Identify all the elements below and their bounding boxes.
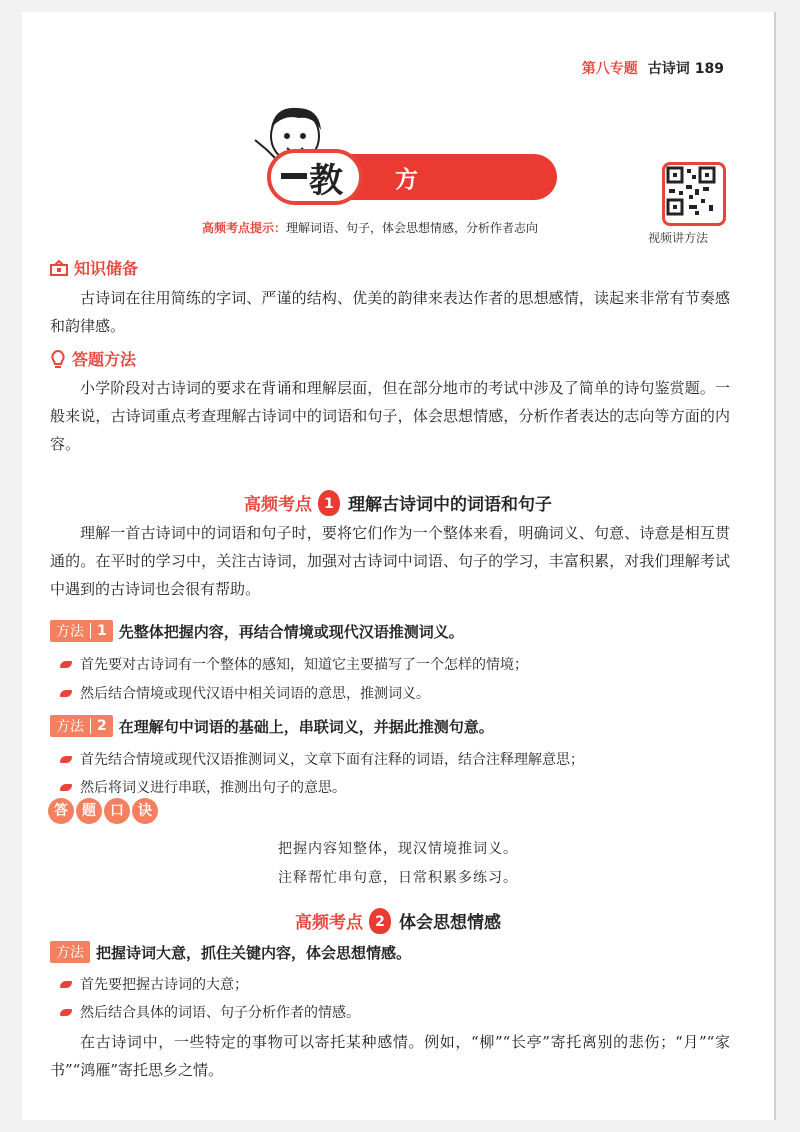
key-point-2-title: 体会思想情感 bbox=[399, 913, 501, 933]
method-2-num: 2 bbox=[90, 718, 107, 734]
qr-code-pattern bbox=[665, 165, 717, 217]
method-1-bullet bbox=[60, 654, 528, 674]
bullet-leaf-icon bbox=[60, 1009, 72, 1016]
method-2 bbox=[50, 715, 494, 737]
page bbox=[22, 12, 776, 1120]
knowledge-paragraph: 古诗词在往用简练的字词、严谨的结构、优美的韵律来表达作者的思想感情，读起来非常有节奏感和韵律感。 bbox=[50, 289, 730, 335]
method-1-tag bbox=[50, 620, 113, 642]
bullet-text: 然后结合具体的词语、句子分析作者的情感。 bbox=[80, 1005, 360, 1021]
method-kp2-bullet bbox=[60, 974, 248, 994]
lightbulb-icon bbox=[50, 350, 66, 368]
tips-label: 高频考点提示： bbox=[202, 221, 287, 235]
page-number: 189 bbox=[694, 61, 724, 77]
method-1-tag-label: 方法 bbox=[56, 624, 84, 640]
bullet-text: 首先要对古诗词有一个整体的感知，知道它主要描写了一个怎样的情境； bbox=[80, 657, 528, 673]
bullet-leaf-icon bbox=[60, 784, 72, 791]
chapter-label: 第八专题 bbox=[581, 61, 638, 77]
method-2-bullet bbox=[60, 749, 584, 769]
method-1-num: 1 bbox=[90, 623, 107, 639]
key-point-2-heading bbox=[22, 908, 774, 936]
oral-line-1: 把握内容知整体，现汉情境推词义。 bbox=[278, 841, 518, 857]
answer-method-heading-text: 答题方法 bbox=[72, 350, 137, 369]
banner-prefix: 教 bbox=[309, 161, 345, 201]
key-point-1-number: 1 bbox=[318, 490, 340, 516]
method-1-bullet bbox=[60, 683, 430, 703]
bullet-leaf-icon bbox=[60, 661, 72, 668]
oral-char: 答 bbox=[48, 798, 74, 824]
bullet-text: 然后将词义进行串联，推测出句子的意思。 bbox=[80, 780, 346, 796]
method-2-tag-label: 方法 bbox=[56, 719, 84, 735]
oral-char: 题 bbox=[76, 798, 102, 824]
method-1-text: 先整体把握内容，再结合情境或现代汉语推测词义。 bbox=[118, 622, 464, 641]
banner-dash bbox=[281, 173, 307, 179]
qr-caption: 视频讲方法 bbox=[648, 231, 709, 245]
qr-code[interactable] bbox=[662, 162, 726, 226]
tips-text: 理解词语、句子，体会思想情感，分析作者志向 bbox=[286, 221, 539, 235]
oral-char: 诀 bbox=[132, 798, 158, 824]
bullet-leaf-icon bbox=[60, 756, 72, 763]
method-kp2 bbox=[50, 941, 411, 963]
bullet-text: 首先要把握古诗词的大意； bbox=[80, 977, 248, 993]
method-kp2-tag: 方法 bbox=[50, 941, 90, 963]
method-2-text: 在理解句中词语的基础上，串联词义，并据此推测句意。 bbox=[118, 717, 494, 736]
frequent-tips bbox=[202, 219, 538, 236]
method-kp2-text: 把握诗词大意，抓住关键内容，体会思想情感。 bbox=[96, 943, 412, 962]
bullet-leaf-icon bbox=[60, 690, 72, 697]
banner-title: 方法点拨 bbox=[395, 167, 421, 292]
oral-line-2: 注释帮忙串句意，日常积累多练习。 bbox=[278, 870, 518, 886]
answer-method-heading bbox=[50, 347, 136, 370]
bullet-text: 首先结合情境或现代汉语推测词义，文章下面有注释的词语，结合注释理解意思； bbox=[80, 752, 584, 768]
method-kp2-bullet bbox=[60, 1002, 360, 1022]
key-point-1-title: 理解古诗词中的词语和句子 bbox=[348, 495, 552, 515]
key-point-1-label: 高频考点 bbox=[244, 495, 312, 515]
knowledge-icon bbox=[50, 260, 68, 276]
oral-formula-badge bbox=[48, 798, 158, 824]
answer-method-paragraph: 小学阶段对古诗词的要求在背诵和理解层面，但在部分地市的考试中涉及了简单的诗句鉴赏题。一般来说，古诗词重点考查理解古诗词中的词语和句子，体会思想情感，分析作者表达的志向等方面的内容。 bbox=[50, 379, 730, 453]
method-2-bullet bbox=[60, 777, 346, 797]
key-point-2-label: 高频考点 bbox=[295, 913, 363, 933]
key-point-1-heading bbox=[22, 490, 774, 518]
knowledge-heading bbox=[50, 256, 138, 279]
key-point-2-paragraph: 在古诗词中，一些特定的事物可以寄托某种感情。例如，“柳”“长亭”寄托离别的悲伤；“月”“家书”“鸿雁”寄托思乡之情。 bbox=[50, 1033, 730, 1079]
running-header bbox=[582, 58, 724, 78]
method-2-tag bbox=[50, 715, 113, 737]
knowledge-heading-text: 知识储备 bbox=[74, 259, 139, 278]
bullet-leaf-icon bbox=[60, 981, 72, 988]
key-point-1-paragraph: 理解一首古诗词中的词语和句子时，要将它们作为一个整体来看，明确词义、句意、诗意是相互贯通的。在平时的学习中，关注古诗词，加强对古诗词中词语、句子的学习，丰富积累，对我们理解考试中遇到的古诗词也会很有帮助。 bbox=[50, 524, 730, 598]
bullet-text: 然后结合情境或现代汉语中相关词语的意思，推测词义。 bbox=[80, 686, 430, 702]
method-1 bbox=[50, 620, 464, 642]
oral-char: 口 bbox=[104, 798, 130, 824]
key-point-2-number: 2 bbox=[369, 908, 391, 934]
topic-label: 古诗词 bbox=[647, 61, 690, 77]
